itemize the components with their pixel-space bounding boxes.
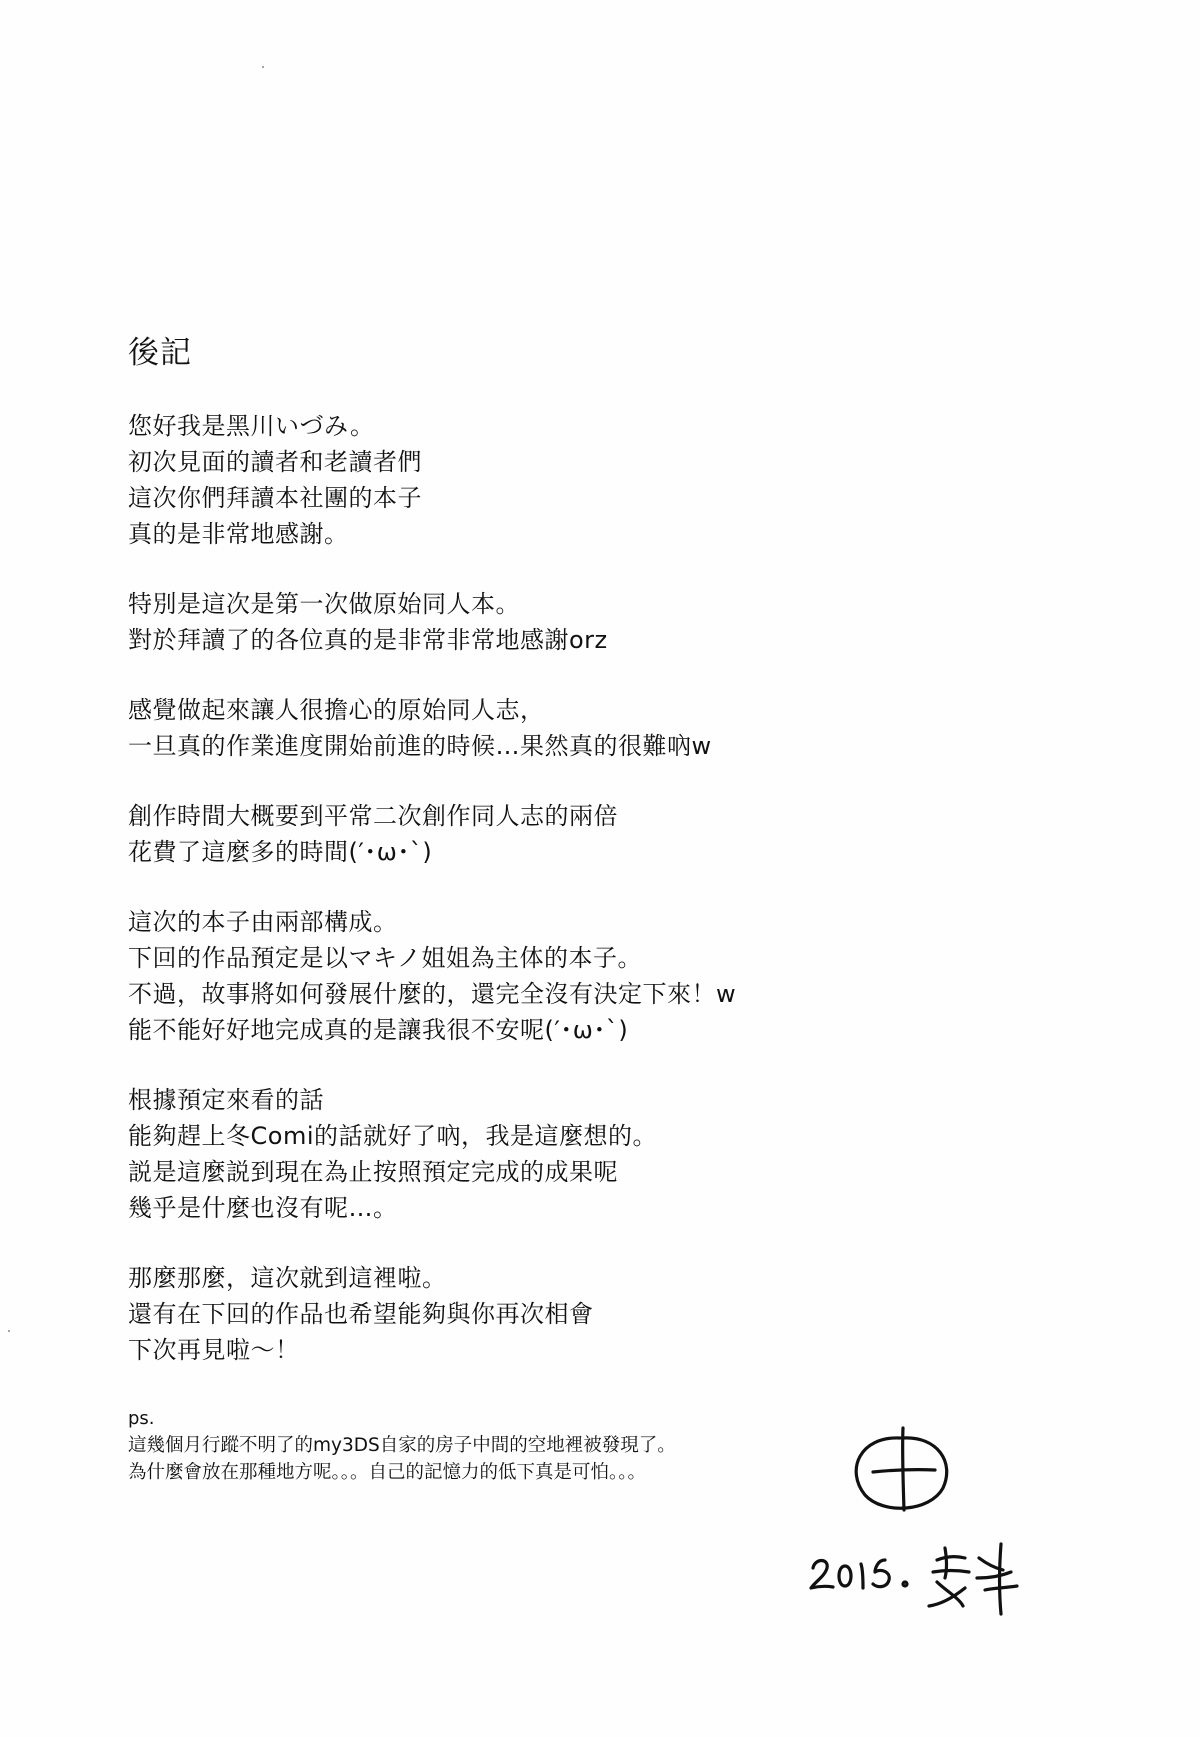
text-line: 對於拜讀了的各位真的是非常非常地感謝orz: [128, 626, 608, 654]
text-line: 根據預定來看的話: [128, 1086, 324, 1114]
text-line: 這次你們拜讀本社團的本子: [128, 484, 422, 512]
paragraph-schedule: [128, 1082, 888, 1226]
page-title: 後記: [128, 335, 192, 371]
text-line: 還有在下回的作品也希望能夠與你再次相會: [128, 1300, 594, 1328]
postscript-label: ps.: [128, 1408, 155, 1429]
text-line: 特別是這次是第一次做原始同人本。: [128, 590, 520, 618]
text-line: 創作時間大概要到平常二次創作同人志的兩倍: [128, 802, 618, 830]
text-line: 説是這麼説到現在為止按照預定完成的成果呢: [128, 1158, 618, 1186]
scan-speck: [8, 1330, 10, 1332]
text-line: 那麼那麼，這次就到這裡啦。: [128, 1264, 447, 1292]
text-line: 花費了這麼多的時間(′･ω･`): [128, 838, 433, 866]
text-line: 不過，故事將如何發展什麼的，還完全沒有決定下來！w: [128, 980, 737, 1008]
text-line: 下次再見啦～！: [128, 1336, 300, 1364]
text-line: 感覺做起來讓人很擔心的原始同人志，: [128, 696, 545, 724]
text-line: 下回的作品預定是以マキノ姐姐為主体的本子。: [128, 944, 643, 972]
text-line: 一旦真的作業進度開始前進的時候…果然真的很難吶w: [128, 732, 712, 760]
text-line: 真的是非常地感謝。: [128, 520, 349, 548]
paragraph-time: [128, 798, 888, 870]
scan-speck: [262, 66, 264, 68]
text-line: 能夠趕上冬Comi的話就好了吶，我是這麼想的。: [128, 1122, 657, 1150]
postscript: [128, 1406, 848, 1486]
text-line: 能不能好好地完成真的是讓我很不安呢(′･ω･`): [128, 1016, 629, 1044]
paragraph-first-original: [128, 586, 888, 658]
postscript-line: 這幾個月行蹤不明了的my3DS自家的房子中間的空地裡被發現了。: [128, 1435, 676, 1456]
handwritten-signature: [805, 1420, 1065, 1620]
paragraph-greeting: [128, 408, 888, 552]
signature-drawing: [805, 1420, 1065, 1620]
afterword-body: [128, 408, 888, 1402]
text-line: 這次的本子由兩部構成。: [128, 908, 398, 936]
text-line: 幾乎是什麼也沒有呢…。: [128, 1194, 398, 1222]
paragraph-next-work: [128, 904, 888, 1048]
postscript-line: 為什麼會放在那種地方呢。。。自己的記憶力的低下真是可怕。。。: [128, 1462, 647, 1483]
paragraph-farewell: [128, 1260, 888, 1368]
paragraph-difficulty: [128, 692, 888, 764]
text-line: 初次見面的讀者和老讀者們: [128, 448, 422, 476]
text-line: 您好我是黑川いづみ。: [128, 412, 375, 440]
